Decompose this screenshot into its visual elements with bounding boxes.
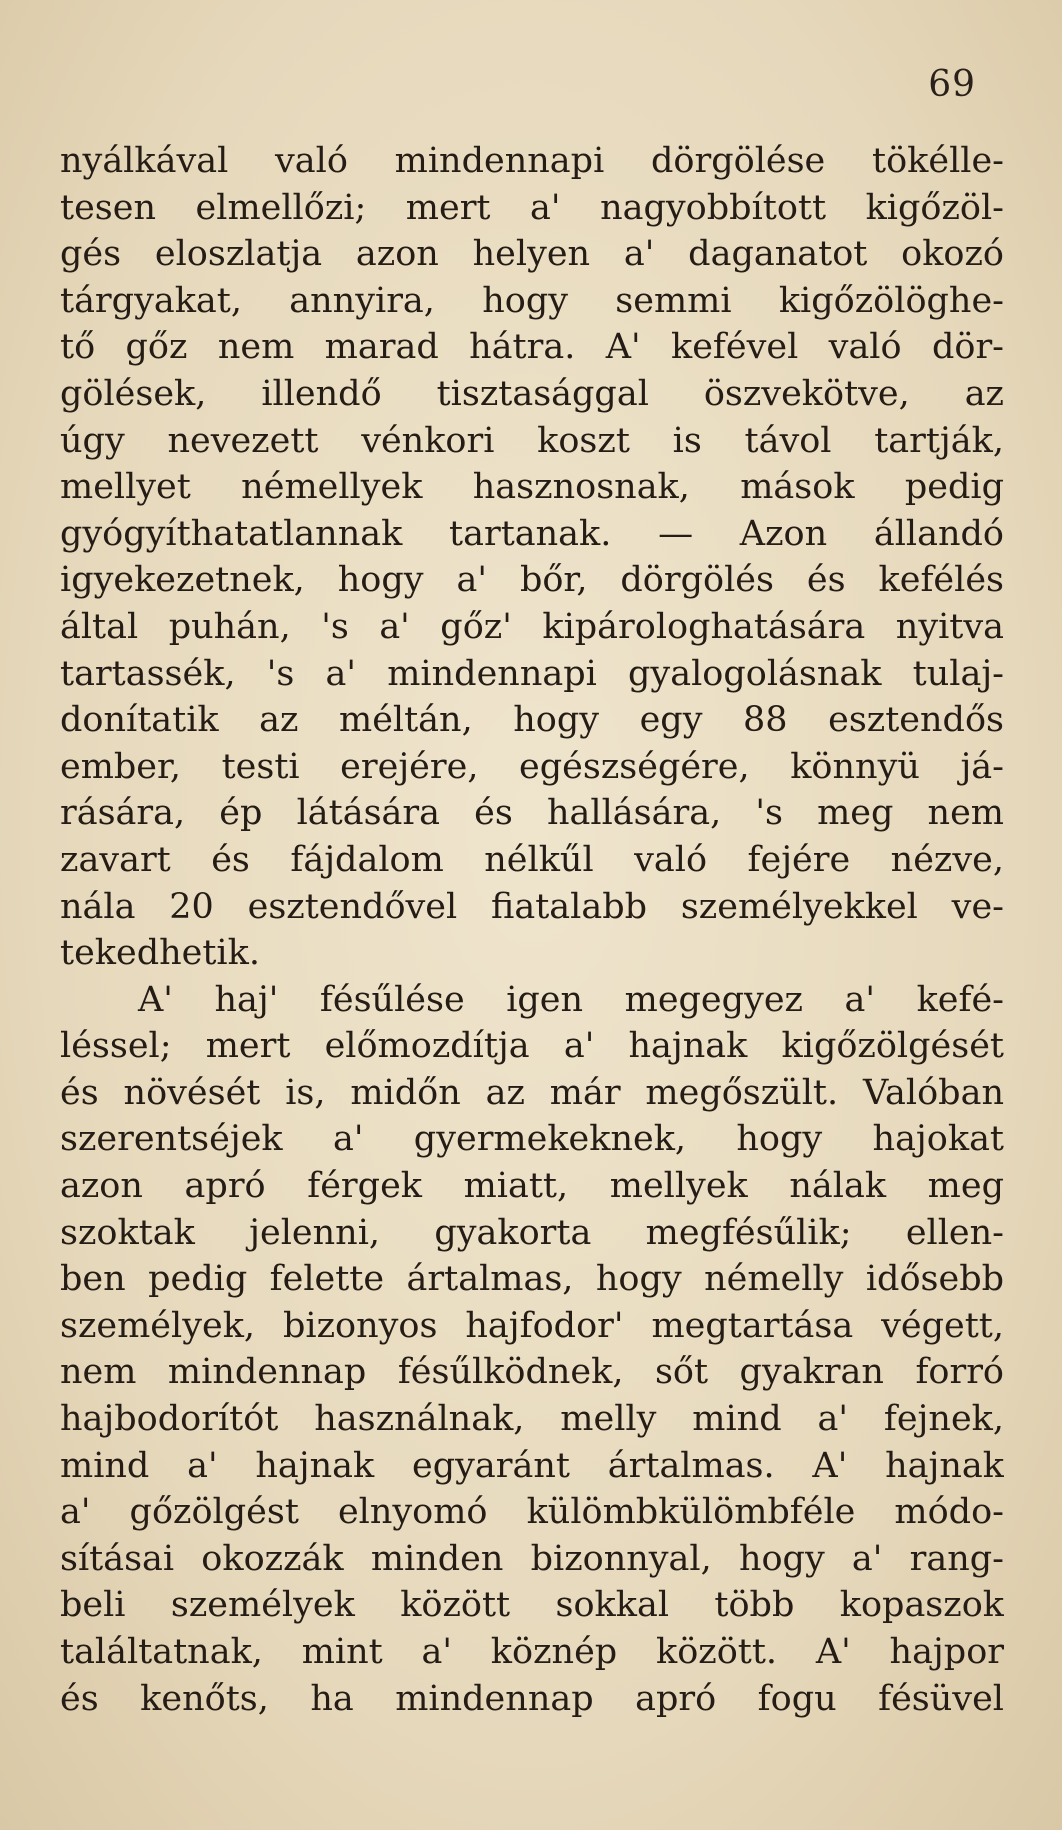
text-line: nyálkával való mindennapi dörgölése tökélle- (60, 141, 1004, 181)
text-line: találtatnak, mint a' köznép között. A' hajpor (60, 1632, 1004, 1672)
text-line: és kenőts, ha mindennap apró fogu fésüvel (60, 1678, 1004, 1719)
text-line: léssel; mert előmozdítja a' hajnak kigőzölgését (60, 1026, 1004, 1067)
body-text (60, 138, 1004, 1722)
text-line: nála 20 esztendővel fiatalabb személyekkel ve- (60, 886, 1004, 927)
text-line: szerentséjek a' gyermekeknek, hogy hajokat (60, 1119, 1004, 1160)
text-line: hajbodorítót használnak, melly mind a' fejnek, (60, 1399, 1004, 1440)
text-line: úgy nevezett vénkori koszt is távol tartják, (60, 420, 1004, 461)
text-line: igyekezetnek, hogy a' bőr, dörgölés és kefélés (60, 560, 1004, 601)
text-line: által puhán, 's a' gőz' kipárologhatására nyitva (60, 606, 1004, 647)
text-line: zavart és fájdalom nélkűl való fejére nézve, (60, 839, 1004, 880)
text-line: beli személyek között sokkal több kopaszok (60, 1585, 1004, 1626)
text-line: gölések, illendő tisztasággal öszvekötve, az (60, 373, 1004, 414)
text-line: azon apró férgek miatt, mellyek nálak meg (60, 1166, 1004, 1207)
text-line: tárgyakat, annyira, hogy semmi kigőzölöghe- (60, 280, 1004, 321)
text-line: tartassék, 's a' mindennapi gyalogolásnak tulaj- (60, 653, 1004, 694)
text-line: mellyet némellyek hasznosnak, mások pedig (60, 467, 1004, 508)
text-line: ember, testi erejére, egészségére, könnyü já- (60, 746, 1004, 787)
text-line: és növését is, midőn az már megőszült. Valóban (60, 1072, 1004, 1113)
text-line: gyógyíthatatlannak tartanak. — Azon állandó (60, 513, 1004, 554)
text-line: sításai okozzák minden bizonnyal, hogy a' rang- (60, 1538, 1004, 1579)
text-line: tekedhetik. (60, 933, 260, 974)
text-line: A' haj' fésűlése igen megegyez a' kefé- (138, 979, 1004, 1020)
text-line: a' gőzölgést elnyomó külömbkülömbféle módo- (60, 1492, 1004, 1533)
text-line: személyek, bizonyos hajfodor' megtartása végett, (60, 1305, 1004, 1346)
text-line: gés eloszlatja azon helyen a' daganatot okozó (60, 234, 1004, 275)
text-line: mind a' hajnak egyaránt ártalmas. A' hajnak (60, 1445, 1004, 1486)
text-line: donítatik az méltán, hogy egy 88 esztendős (60, 700, 1004, 741)
text-line: rására, ép látására és hallására, 's meg nem (60, 793, 1004, 834)
text-line: tesen elmellőzi; mert a' nagyobbított kigőzöl- (60, 187, 1004, 228)
text-line: tő gőz nem marad hátra. A' kefével való dör- (60, 327, 1004, 368)
text-line: szoktak jelenni, gyakorta megfésűlik; ellen- (60, 1212, 1004, 1253)
text-line: ben pedig felette ártalmas, hogy némelly idősebb (60, 1259, 1004, 1300)
text-line: nem mindennap fésűlködnek, sőt gyakran forró (60, 1352, 1004, 1393)
page-number: 69 (928, 64, 976, 105)
